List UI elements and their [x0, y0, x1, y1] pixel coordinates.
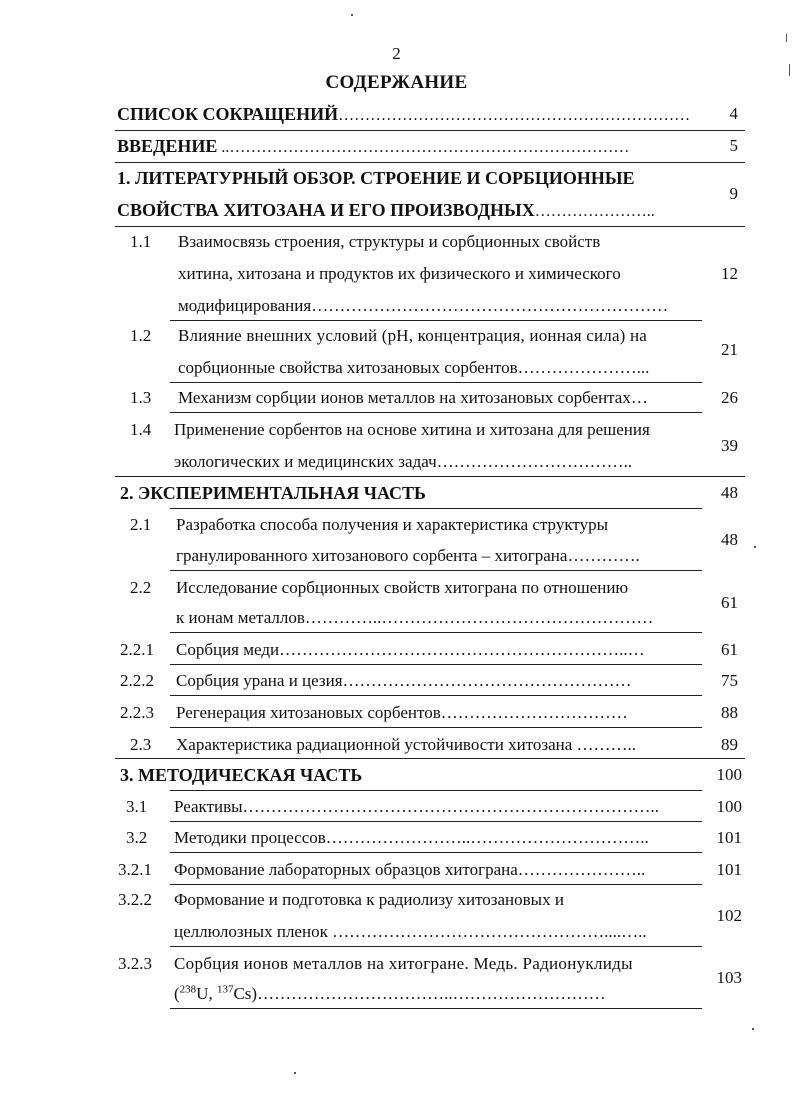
divider [170, 632, 702, 633]
divider [170, 790, 702, 791]
toc-3-1-number: 3.1 [126, 797, 148, 816]
toc-3-2-3-line2: ($^{238}$U, $^{137}$Cs)……………………………..……………………… [174, 983, 606, 1003]
divider [115, 758, 745, 759]
scan-speck [754, 546, 756, 548]
toc-chapter1-line1: 1. ЛИТЕРАТУРНЫЙ ОБЗОР. СТРОЕНИЕ И СОРБЦИОННЫЕ [117, 168, 635, 188]
divider [170, 570, 702, 571]
toc-3-2-line1: Методики процессов……………………..………………………….. [174, 828, 649, 847]
toc-chapter3-page: 100 [716, 765, 742, 784]
toc-3-2-3-number: 3.2.3 [118, 954, 152, 973]
toc-chapter3: 3. МЕТОДИЧЕСКАЯ ЧАСТЬ [120, 765, 363, 785]
toc-2-2-3-number: 2.2.3 [120, 703, 154, 722]
divider [115, 226, 745, 227]
toc-abbreviations: СПИСОК СОКРАЩЕНИЙ………………………………………………………… [117, 104, 691, 124]
toc-2-1-page: 48 [721, 530, 738, 549]
toc-1-1-line3: модифицирования……………………………………………………… [178, 296, 669, 315]
toc-3-2-3-line1: Сорбция ионов металлов на хитогране. Медь. Радионуклиды [174, 954, 633, 973]
divider [170, 412, 702, 413]
divider [115, 130, 745, 131]
toc-2-2-1-line1: Сорбция меди……………………………………………………..… [176, 640, 645, 659]
divider [170, 664, 702, 665]
toc-chapter1-page: 9 [729, 184, 738, 203]
toc-3-1-line1: Реактивы……………………………………………………………….. [174, 797, 660, 816]
toc-3-1-page: 100 [716, 797, 742, 816]
toc-3-2-1-line1: Формование лабораторных образцов хитограна………………….. [174, 860, 646, 879]
toc-3-2-1-number: 3.2.1 [118, 860, 152, 879]
toc-3-2-2-line2: целлюлозных пленок …………………………………………....….. [174, 922, 647, 941]
toc-abbreviations-page: 4 [729, 104, 738, 123]
toc-2-2-3-line1: Регенерация хитозановых сорбентов…………………………… [176, 703, 628, 722]
toc-2-2-1-number: 2.2.1 [120, 640, 154, 659]
toc-2-2-number: 2.2 [130, 578, 152, 597]
toc-3-2-1-page: 101 [716, 860, 742, 879]
divider [170, 320, 702, 321]
divider [170, 695, 702, 696]
toc-1-2-number: 1.2 [130, 326, 152, 345]
toc-2-2-2-page: 75 [721, 671, 738, 690]
toc-3-2-3-page: 103 [716, 968, 742, 987]
divider [170, 821, 702, 822]
toc-2-3-line1: Характеристика радиационной устойчивости хитозана ……….. [176, 735, 637, 754]
toc-3-2-number: 3.2 [126, 828, 148, 847]
toc-2-2-line1: Исследование сорбционных свойств хитограна по отношению [176, 578, 629, 597]
toc-1-4-number: 1.4 [130, 420, 152, 439]
divider [170, 946, 702, 947]
page-title: СОДЕРЖАНИЕ [325, 72, 468, 93]
toc-2-1-line2: гранулированного хитозанового сорбента – хитограна…………. [176, 546, 640, 565]
toc-1-2-page: 21 [721, 340, 738, 359]
toc-1-3-line1: Механизм сорбции ионов металлов на хитозановых сорбентах… [178, 388, 648, 407]
toc-1-4-line1: Применение сорбентов на основе хитина и хитозана для решения [174, 420, 650, 439]
toc-2-2-line2: к ионам металлов…………..………………………………………… [176, 608, 654, 627]
toc-2-3-number: 2.3 [130, 735, 152, 754]
toc-chapter2-page: 48 [721, 483, 738, 502]
toc-2-1-line1: Разработка способа получения и характеристика структуры [176, 515, 608, 534]
toc-2-3-page: 89 [721, 735, 738, 754]
toc-1-1-line2: хитина, хитозана и продуктов их физического и химического [178, 264, 621, 283]
toc-2-1-number: 2.1 [130, 515, 152, 534]
toc-3-2-2-line1: Формование и подготовка к радиолизу хитозановых и [174, 890, 564, 909]
page-number: 2 [392, 44, 401, 63]
toc-2-2-page: 61 [721, 593, 738, 612]
divider [170, 727, 702, 728]
scan-speck [752, 1028, 754, 1030]
toc-1-4-page: 39 [721, 436, 738, 455]
toc-3-2-2-number: 3.2.2 [118, 890, 152, 909]
toc-1-3-page: 26 [721, 388, 738, 407]
divider [170, 852, 702, 853]
divider [170, 382, 702, 383]
divider [115, 162, 745, 163]
toc-2-2-2-line1: Сорбция урана и цезия…………………………………………… [176, 671, 632, 690]
toc-introduction-page: 5 [729, 136, 738, 155]
toc-chapter1-line2: СВОЙСТВА ХИТОЗАНА И ЕГО ПРОИЗВОДНЫХ………………….. [117, 200, 655, 220]
toc-3-2-page: 101 [716, 828, 742, 847]
scan-speck [789, 64, 790, 76]
toc-1-3-number: 1.3 [130, 388, 152, 407]
scan-speck [351, 14, 353, 16]
divider [170, 884, 702, 885]
toc-1-2-line1: Влияние внешних условий (рН, концентрация, ионная сила) на [178, 326, 648, 345]
toc-2-2-3-page: 88 [721, 703, 738, 722]
toc-1-2-line2: сорбционные свойства хитозановых сорбентов…………………... [178, 358, 650, 377]
toc-chapter2: 2. ЭКСПЕРИМЕНТАЛЬНАЯ ЧАСТЬ [120, 483, 426, 503]
toc-2-2-2-number: 2.2.2 [120, 671, 154, 690]
toc-3-2-2-page: 102 [716, 906, 742, 925]
toc-introduction: ВВЕДЕНИЕ ..………………………………………………………………… [117, 136, 630, 156]
toc-1-1-number: 1.1 [130, 232, 152, 251]
divider [170, 1008, 702, 1009]
divider [115, 476, 745, 477]
toc-1-1-line1: Взаимосвязь строения, структуры и сорбционных свойств [178, 232, 601, 251]
scan-speck [294, 1072, 296, 1074]
toc-1-1-page: 12 [721, 264, 738, 283]
toc-2-2-1-page: 61 [721, 640, 738, 659]
scan-speck [786, 34, 787, 42]
divider [170, 508, 702, 509]
toc-1-4-line2: экологических и медицинских задач…………………………….. [174, 452, 633, 471]
